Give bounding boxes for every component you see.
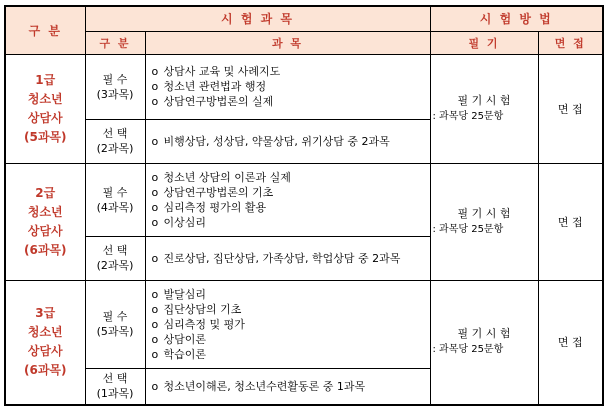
- required-type: [85, 54, 145, 119]
- elective-type: [85, 368, 145, 405]
- elective-count: (2과목): [96, 142, 134, 155]
- grade-name-line: 청소년: [27, 91, 63, 106]
- grade-name-line: (5과목): [23, 129, 67, 144]
- elective-label: 선 택: [102, 244, 128, 257]
- subject-item: o 비행상담, 성상담, 약물상담, 위기상담 중 2과목: [152, 134, 430, 149]
- elective-subjects: [145, 368, 430, 405]
- subject-item: o 청소년 상담의 이론과 실제: [152, 170, 430, 185]
- subject-item: o 상담이론: [152, 332, 430, 347]
- grade-name-line: 상담사: [27, 223, 63, 238]
- required-count: (5과목): [96, 325, 134, 338]
- required-type: [85, 280, 145, 368]
- subject-item: o 학습이론: [152, 347, 430, 362]
- header-exam-method: 시 험 방 법: [430, 6, 603, 31]
- grade-name-line: 청소년: [27, 204, 63, 219]
- grade-name-line: 2급: [35, 185, 56, 200]
- written-label: 필 기 시 험: [457, 93, 511, 107]
- elective-subjects: [145, 236, 430, 280]
- elective-subjects: [145, 119, 430, 163]
- written-label: 필 기 시 험: [457, 327, 511, 341]
- subject-item: o 상담연구방법론의 기초: [152, 185, 430, 200]
- written-detail: : 과목당 25문항: [432, 344, 504, 356]
- written-label: 필 기 시 험: [457, 206, 511, 220]
- subject-item: o 심리측정 및 평가: [152, 317, 430, 332]
- header-category: 구 분: [5, 6, 85, 54]
- subject-item: o 상담사 교육 및 사례지도: [152, 64, 430, 79]
- required-subjects: [145, 54, 430, 119]
- grade-name-line: (6과목): [23, 242, 67, 257]
- elective-type: [85, 119, 145, 163]
- header-sub-category: 구 분: [85, 31, 145, 54]
- elective-label: 선 택: [102, 127, 128, 140]
- required-label: 필 수: [102, 72, 128, 86]
- subject-item: o 집단상담의 기초: [152, 302, 430, 317]
- grade-name-line: 상담사: [27, 110, 63, 125]
- subject-item: o 심리측정 평가의 활용: [152, 200, 430, 215]
- subject-item: o 이상심리: [152, 215, 430, 230]
- grade-name-line: 상담사: [27, 344, 63, 359]
- grade-1-label: [5, 54, 85, 163]
- grade-name-line: 3급: [35, 306, 56, 321]
- written-detail: : 과목당 25문항: [432, 110, 504, 122]
- grade-3-label: [5, 280, 85, 405]
- grade-name-line: (6과목): [23, 363, 67, 378]
- elective-type: [85, 236, 145, 280]
- subject-item: o 청소년이해론, 청소년수련활동론 중 1과목: [152, 379, 430, 394]
- subject-item: o 청소년 관련법과 행정: [152, 79, 430, 94]
- interview-exam: 면 접: [538, 54, 603, 163]
- written-exam: [430, 280, 538, 405]
- subject-item: o 발달심리: [152, 287, 430, 302]
- grade-2-label: [5, 163, 85, 280]
- required-label: 필 수: [102, 310, 128, 323]
- required-count: (4과목): [96, 200, 134, 214]
- elective-label: 선 택: [102, 372, 128, 386]
- header-exam-subjects: 시 험 과 목: [85, 6, 430, 31]
- interview-exam: 면 접: [538, 280, 603, 405]
- required-subjects: [145, 280, 430, 368]
- required-count: (3과목): [96, 87, 134, 101]
- elective-count: (1과목): [96, 387, 134, 401]
- exam-table: [4, 5, 604, 406]
- written-detail: : 과목당 25문항: [432, 223, 504, 235]
- grade-name-line: 청소년: [27, 325, 63, 340]
- required-label: 필 수: [102, 185, 128, 199]
- written-exam: [430, 163, 538, 280]
- required-subjects: [145, 163, 430, 236]
- subject-item: o 진로상담, 집단상담, 가족상담, 학업상담 중 2과목: [152, 251, 430, 266]
- header-written: 필 기: [430, 31, 538, 54]
- required-type: [85, 163, 145, 236]
- header-subject: 과 목: [145, 31, 430, 54]
- elective-count: (2과목): [96, 259, 134, 272]
- subject-item: o 상담연구방법론의 실제: [152, 94, 430, 109]
- grade-name-line: 1급: [35, 72, 56, 87]
- header-interview: 면 접: [538, 31, 603, 54]
- written-exam: [430, 54, 538, 163]
- interview-exam: 면 접: [538, 163, 603, 280]
